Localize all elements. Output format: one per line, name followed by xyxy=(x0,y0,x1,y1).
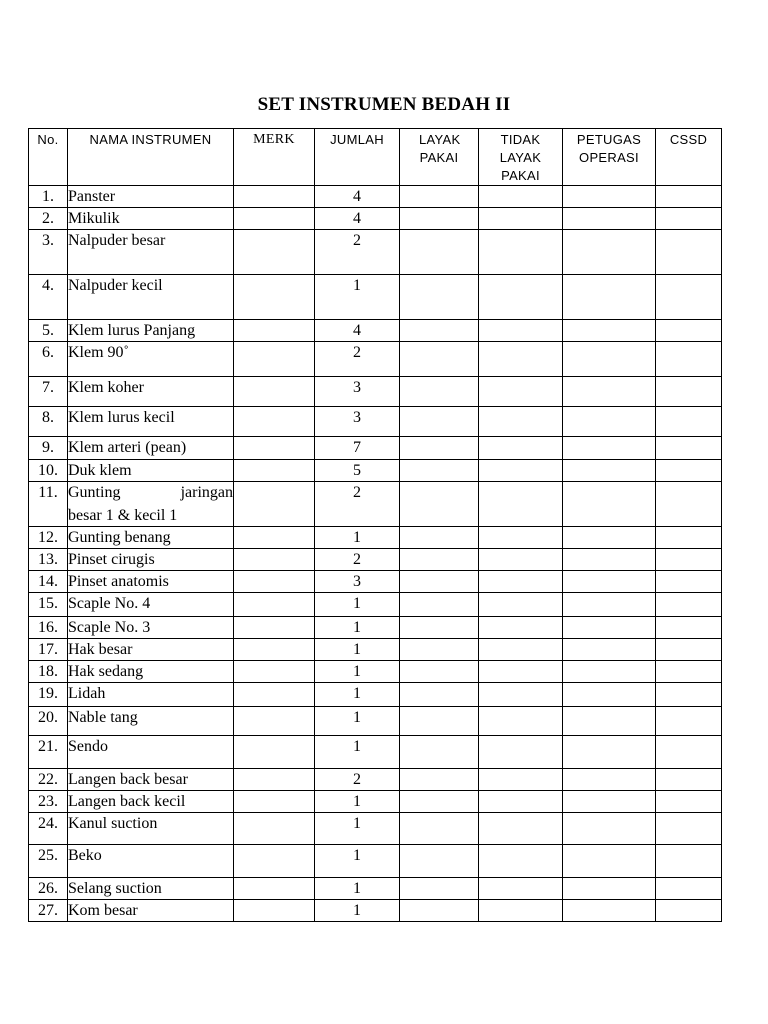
cell-petugas-operasi[interactable] xyxy=(563,549,656,571)
cell-tidak-layak-pakai[interactable] xyxy=(479,275,563,320)
cell-cssd[interactable] xyxy=(656,845,722,878)
cell-no: 9. xyxy=(29,437,68,460)
cell-merk[interactable] xyxy=(234,549,315,571)
cell-jumlah: 2 xyxy=(315,549,400,571)
cell-nama-instrumen: Klem arteri (pean) xyxy=(68,437,234,460)
cell-layak-pakai[interactable] xyxy=(400,208,479,230)
cell-jumlah: 7 xyxy=(315,437,400,460)
header-nama-instrumen: NAMA INSTRUMEN xyxy=(68,129,234,186)
cell-tidak-layak-pakai[interactable] xyxy=(479,208,563,230)
cell-no: 22. xyxy=(29,769,68,791)
cell-nama-line-2: besar 1 & kecil 1 xyxy=(68,507,178,524)
cell-cssd[interactable] xyxy=(656,736,722,769)
cell-cssd[interactable] xyxy=(656,639,722,661)
cell-cssd[interactable] xyxy=(656,208,722,230)
cell-cssd[interactable] xyxy=(656,617,722,639)
cell-nama-instrumen: Klem lurus Panjang xyxy=(68,320,234,342)
table-row xyxy=(29,769,722,791)
cell-layak-pakai[interactable] xyxy=(400,769,479,791)
cell-jumlah: 2 xyxy=(315,342,400,377)
header-jumlah: JUMLAH xyxy=(315,129,400,186)
cell-merk[interactable] xyxy=(234,845,315,878)
cell-merk[interactable] xyxy=(234,769,315,791)
cell-layak-pakai[interactable] xyxy=(400,593,479,617)
cell-merk[interactable] xyxy=(234,900,315,922)
cell-cssd[interactable] xyxy=(656,275,722,320)
cell-petugas-operasi[interactable] xyxy=(563,460,656,482)
cell-merk[interactable] xyxy=(234,661,315,683)
cell-cssd[interactable] xyxy=(656,320,722,342)
cell-jumlah: 4 xyxy=(315,208,400,230)
cell-nama-instrumen: Nable tang xyxy=(68,707,234,736)
cell-tidak-layak-pakai[interactable] xyxy=(479,707,563,736)
cell-cssd[interactable] xyxy=(656,791,722,813)
table-row xyxy=(29,460,722,482)
table-row xyxy=(29,549,722,571)
cell-cssd[interactable] xyxy=(656,571,722,593)
cell-jumlah: 1 xyxy=(315,736,400,769)
header-tidak-layak-pakai: TIDAK LAYAK PAKAI xyxy=(479,129,563,186)
cell-tidak-layak-pakai[interactable] xyxy=(479,661,563,683)
cell-nama-instrumen: Hak sedang xyxy=(68,661,234,683)
cell-cssd[interactable] xyxy=(656,878,722,900)
cell-nama-instrumen: Panster xyxy=(68,186,234,208)
cell-no: 26. xyxy=(29,878,68,900)
cell-layak-pakai[interactable] xyxy=(400,407,479,437)
cell-layak-pakai[interactable] xyxy=(400,617,479,639)
table-row xyxy=(29,230,722,275)
cell-tidak-layak-pakai[interactable] xyxy=(479,683,563,707)
cell-merk[interactable] xyxy=(234,639,315,661)
cell-petugas-operasi[interactable] xyxy=(563,437,656,460)
cell-cssd[interactable] xyxy=(656,186,722,208)
cell-petugas-operasi[interactable] xyxy=(563,707,656,736)
cell-nama-instrumen: Pinset cirugis xyxy=(68,549,234,571)
cell-petugas-operasi[interactable] xyxy=(563,377,656,407)
cell-tidak-layak-pakai[interactable] xyxy=(479,571,563,593)
cell-layak-pakai[interactable] xyxy=(400,791,479,813)
cell-cssd[interactable] xyxy=(656,230,722,275)
cell-layak-pakai[interactable] xyxy=(400,377,479,407)
cell-layak-pakai[interactable] xyxy=(400,482,479,527)
cell-merk[interactable] xyxy=(234,617,315,639)
table-row xyxy=(29,208,722,230)
cell-petugas-operasi[interactable] xyxy=(563,617,656,639)
table-row xyxy=(29,320,722,342)
cell-merk[interactable] xyxy=(234,527,315,549)
cell-petugas-operasi[interactable] xyxy=(563,683,656,707)
table-row xyxy=(29,437,722,460)
cell-layak-pakai[interactable] xyxy=(400,878,479,900)
table-row xyxy=(29,617,722,639)
cell-nama-instrumen xyxy=(68,482,234,527)
cell-no: 23. xyxy=(29,791,68,813)
cell-merk[interactable] xyxy=(234,482,315,527)
cell-petugas-operasi[interactable] xyxy=(563,275,656,320)
cell-tidak-layak-pakai[interactable] xyxy=(479,460,563,482)
cell-tidak-layak-pakai[interactable] xyxy=(479,437,563,460)
cell-jumlah: 1 xyxy=(315,845,400,878)
cell-petugas-operasi[interactable] xyxy=(563,320,656,342)
cell-no: 2. xyxy=(29,208,68,230)
cell-tidak-layak-pakai[interactable] xyxy=(479,186,563,208)
cell-layak-pakai[interactable] xyxy=(400,707,479,736)
header-merk: MERK xyxy=(234,129,315,186)
cell-merk[interactable] xyxy=(234,736,315,769)
cell-tidak-layak-pakai[interactable] xyxy=(479,377,563,407)
cell-tidak-layak-pakai[interactable] xyxy=(479,527,563,549)
cell-jumlah: 1 xyxy=(315,683,400,707)
table-row xyxy=(29,661,722,683)
cell-tidak-layak-pakai[interactable] xyxy=(479,549,563,571)
table-row xyxy=(29,791,722,813)
cell-layak-pakai[interactable] xyxy=(400,900,479,922)
cell-layak-pakai[interactable] xyxy=(400,342,479,377)
cell-nama-instrumen: Klem lurus kecil xyxy=(68,407,234,437)
cell-petugas-operasi[interactable] xyxy=(563,482,656,527)
cell-merk[interactable] xyxy=(234,437,315,460)
cell-layak-pakai[interactable] xyxy=(400,639,479,661)
table-row xyxy=(29,639,722,661)
cell-jumlah: 1 xyxy=(315,275,400,320)
cell-cssd[interactable] xyxy=(656,593,722,617)
cell-no: 1. xyxy=(29,186,68,208)
cell-layak-pakai[interactable] xyxy=(400,460,479,482)
cell-petugas-operasi[interactable] xyxy=(563,186,656,208)
cell-tidak-layak-pakai[interactable] xyxy=(479,230,563,275)
table-row xyxy=(29,571,722,593)
cell-nama-instrumen: Scaple No. 3 xyxy=(68,617,234,639)
instrument-table xyxy=(28,128,722,922)
cell-petugas-operasi[interactable] xyxy=(563,791,656,813)
cell-layak-pakai[interactable] xyxy=(400,683,479,707)
cell-nama-instrumen: Klem 90˚ xyxy=(68,342,234,377)
table-row xyxy=(29,736,722,769)
cell-petugas-operasi[interactable] xyxy=(563,407,656,437)
cell-tidak-layak-pakai[interactable] xyxy=(479,769,563,791)
cell-cssd[interactable] xyxy=(656,407,722,437)
header-no: No. xyxy=(29,129,68,186)
table-row xyxy=(29,900,722,922)
cell-layak-pakai[interactable] xyxy=(400,320,479,342)
cell-nama-instrumen: Mikulik xyxy=(68,208,234,230)
cell-cssd[interactable] xyxy=(656,437,722,460)
cell-layak-pakai[interactable] xyxy=(400,527,479,549)
cell-nama-instrumen: Pinset anatomis xyxy=(68,571,234,593)
cell-cssd[interactable] xyxy=(656,769,722,791)
cell-jumlah: 1 xyxy=(315,791,400,813)
table-row xyxy=(29,407,722,437)
cell-tidak-layak-pakai[interactable] xyxy=(479,639,563,661)
cell-tidak-layak-pakai[interactable] xyxy=(479,407,563,437)
cell-merk[interactable] xyxy=(234,186,315,208)
cell-layak-pakai[interactable] xyxy=(400,813,479,845)
cell-cssd[interactable] xyxy=(656,342,722,377)
cell-merk[interactable] xyxy=(234,813,315,845)
cell-nama-instrumen: Selang suction xyxy=(68,878,234,900)
cell-jumlah: 1 xyxy=(315,617,400,639)
cell-cssd[interactable] xyxy=(656,813,722,845)
cell-tidak-layak-pakai[interactable] xyxy=(479,617,563,639)
cell-nama-instrumen: Langen back kecil xyxy=(68,791,234,813)
cell-petugas-operasi[interactable] xyxy=(563,342,656,377)
cell-cssd[interactable] xyxy=(656,377,722,407)
cell-jumlah: 1 xyxy=(315,707,400,736)
cell-nama-line-1: Gunting jaringan xyxy=(68,484,233,501)
header-layak-pakai: LAYAK PAKAI xyxy=(400,129,479,186)
cell-cssd[interactable] xyxy=(656,683,722,707)
cell-jumlah: 2 xyxy=(315,482,400,527)
cell-petugas-operasi[interactable] xyxy=(563,208,656,230)
cell-tidak-layak-pakai[interactable] xyxy=(479,593,563,617)
cell-merk[interactable] xyxy=(234,707,315,736)
cell-no: 16. xyxy=(29,617,68,639)
cell-layak-pakai[interactable] xyxy=(400,186,479,208)
cell-nama-instrumen: Sendo xyxy=(68,736,234,769)
cell-jumlah: 1 xyxy=(315,593,400,617)
cell-no: 20. xyxy=(29,707,68,736)
cell-jumlah: 3 xyxy=(315,407,400,437)
table-row xyxy=(29,482,722,527)
cell-jumlah: 2 xyxy=(315,769,400,791)
cell-cssd[interactable] xyxy=(656,549,722,571)
cell-merk[interactable] xyxy=(234,407,315,437)
cell-layak-pakai[interactable] xyxy=(400,549,479,571)
cell-nama-instrumen: Scaple No. 4 xyxy=(68,593,234,617)
cell-petugas-operasi[interactable] xyxy=(563,900,656,922)
cell-no: 6. xyxy=(29,342,68,377)
cell-jumlah: 1 xyxy=(315,900,400,922)
cell-layak-pakai[interactable] xyxy=(400,275,479,320)
cell-jumlah: 4 xyxy=(315,320,400,342)
cell-tidak-layak-pakai[interactable] xyxy=(479,736,563,769)
table-row xyxy=(29,275,722,320)
table-row xyxy=(29,593,722,617)
cell-jumlah: 1 xyxy=(315,527,400,549)
header-petugas-operasi: PETUGAS OPERASI xyxy=(563,129,656,186)
cell-no: 4. xyxy=(29,275,68,320)
table-row xyxy=(29,878,722,900)
cell-no: 27. xyxy=(29,900,68,922)
cell-no: 14. xyxy=(29,571,68,593)
cell-merk[interactable] xyxy=(234,878,315,900)
cell-nama-instrumen: Kanul suction xyxy=(68,813,234,845)
cell-merk[interactable] xyxy=(234,593,315,617)
cell-merk[interactable] xyxy=(234,683,315,707)
cell-merk[interactable] xyxy=(234,571,315,593)
cell-nama-instrumen: Gunting benang xyxy=(68,527,234,549)
cell-layak-pakai[interactable] xyxy=(400,571,479,593)
cell-jumlah: 1 xyxy=(315,661,400,683)
cell-petugas-operasi[interactable] xyxy=(563,593,656,617)
cell-no: 8. xyxy=(29,407,68,437)
cell-jumlah: 3 xyxy=(315,377,400,407)
cell-merk[interactable] xyxy=(234,208,315,230)
cell-merk[interactable] xyxy=(234,791,315,813)
cell-tidak-layak-pakai[interactable] xyxy=(479,845,563,878)
cell-layak-pakai[interactable] xyxy=(400,845,479,878)
cell-petugas-operasi[interactable] xyxy=(563,813,656,845)
cell-jumlah: 2 xyxy=(315,230,400,275)
cell-petugas-operasi[interactable] xyxy=(563,639,656,661)
cell-tidak-layak-pakai[interactable] xyxy=(479,878,563,900)
cell-no: 10. xyxy=(29,460,68,482)
cell-no: 21. xyxy=(29,736,68,769)
cell-nama-instrumen: Nalpuder kecil xyxy=(68,275,234,320)
cell-merk[interactable] xyxy=(234,460,315,482)
cell-nama-instrumen: Nalpuder besar xyxy=(68,230,234,275)
cell-no: 24. xyxy=(29,813,68,845)
cell-petugas-operasi[interactable] xyxy=(563,661,656,683)
cell-petugas-operasi[interactable] xyxy=(563,736,656,769)
cell-tidak-layak-pakai[interactable] xyxy=(479,791,563,813)
cell-tidak-layak-pakai[interactable] xyxy=(479,320,563,342)
cell-nama-instrumen: Duk klem xyxy=(68,460,234,482)
cell-merk[interactable] xyxy=(234,320,315,342)
cell-no: 18. xyxy=(29,661,68,683)
cell-tidak-layak-pakai[interactable] xyxy=(479,813,563,845)
cell-nama-instrumen: Beko xyxy=(68,845,234,878)
cell-cssd[interactable] xyxy=(656,661,722,683)
cell-petugas-operasi[interactable] xyxy=(563,571,656,593)
cell-jumlah: 3 xyxy=(315,571,400,593)
cell-layak-pakai[interactable] xyxy=(400,661,479,683)
cell-no: 11. xyxy=(29,482,68,527)
cell-cssd[interactable] xyxy=(656,707,722,736)
table-header-row xyxy=(29,129,722,186)
cell-nama-instrumen: Kom besar xyxy=(68,900,234,922)
cell-cssd[interactable] xyxy=(656,527,722,549)
table-row xyxy=(29,377,722,407)
table-row xyxy=(29,707,722,736)
cell-petugas-operasi[interactable] xyxy=(563,769,656,791)
cell-jumlah: 5 xyxy=(315,460,400,482)
cell-cssd[interactable] xyxy=(656,460,722,482)
table-row xyxy=(29,683,722,707)
cell-no: 7. xyxy=(29,377,68,407)
cell-nama-instrumen: Lidah xyxy=(68,683,234,707)
cell-nama-instrumen: Klem koher xyxy=(68,377,234,407)
cell-no: 3. xyxy=(29,230,68,275)
cell-jumlah: 1 xyxy=(315,813,400,845)
cell-tidak-layak-pakai[interactable] xyxy=(479,342,563,377)
cell-tidak-layak-pakai[interactable] xyxy=(479,900,563,922)
cell-merk[interactable] xyxy=(234,275,315,320)
cell-layak-pakai[interactable] xyxy=(400,437,479,460)
header-cssd: CSSD xyxy=(656,129,722,186)
cell-merk[interactable] xyxy=(234,230,315,275)
cell-merk[interactable] xyxy=(234,342,315,377)
table-row xyxy=(29,186,722,208)
table-row xyxy=(29,342,722,377)
table-row xyxy=(29,845,722,878)
cell-jumlah: 1 xyxy=(315,878,400,900)
cell-petugas-operasi[interactable] xyxy=(563,230,656,275)
table-row xyxy=(29,527,722,549)
cell-petugas-operasi[interactable] xyxy=(563,845,656,878)
cell-petugas-operasi[interactable] xyxy=(563,878,656,900)
cell-nama-instrumen: Langen back besar xyxy=(68,769,234,791)
table-row xyxy=(29,813,722,845)
cell-no: 25. xyxy=(29,845,68,878)
cell-merk[interactable] xyxy=(234,377,315,407)
cell-jumlah: 4 xyxy=(315,186,400,208)
cell-layak-pakai[interactable] xyxy=(400,230,479,275)
cell-no: 13. xyxy=(29,549,68,571)
cell-no: 12. xyxy=(29,527,68,549)
cell-jumlah: 1 xyxy=(315,639,400,661)
cell-cssd[interactable] xyxy=(656,482,722,527)
cell-layak-pakai[interactable] xyxy=(400,736,479,769)
cell-nama-instrumen: Hak besar xyxy=(68,639,234,661)
document-title: SET INSTRUMEN BEDAH II xyxy=(257,94,511,115)
cell-petugas-operasi[interactable] xyxy=(563,527,656,549)
cell-no: 19. xyxy=(29,683,68,707)
cell-cssd[interactable] xyxy=(656,900,722,922)
cell-tidak-layak-pakai[interactable] xyxy=(479,482,563,527)
cell-no: 5. xyxy=(29,320,68,342)
cell-no: 17. xyxy=(29,639,68,661)
cell-no: 15. xyxy=(29,593,68,617)
